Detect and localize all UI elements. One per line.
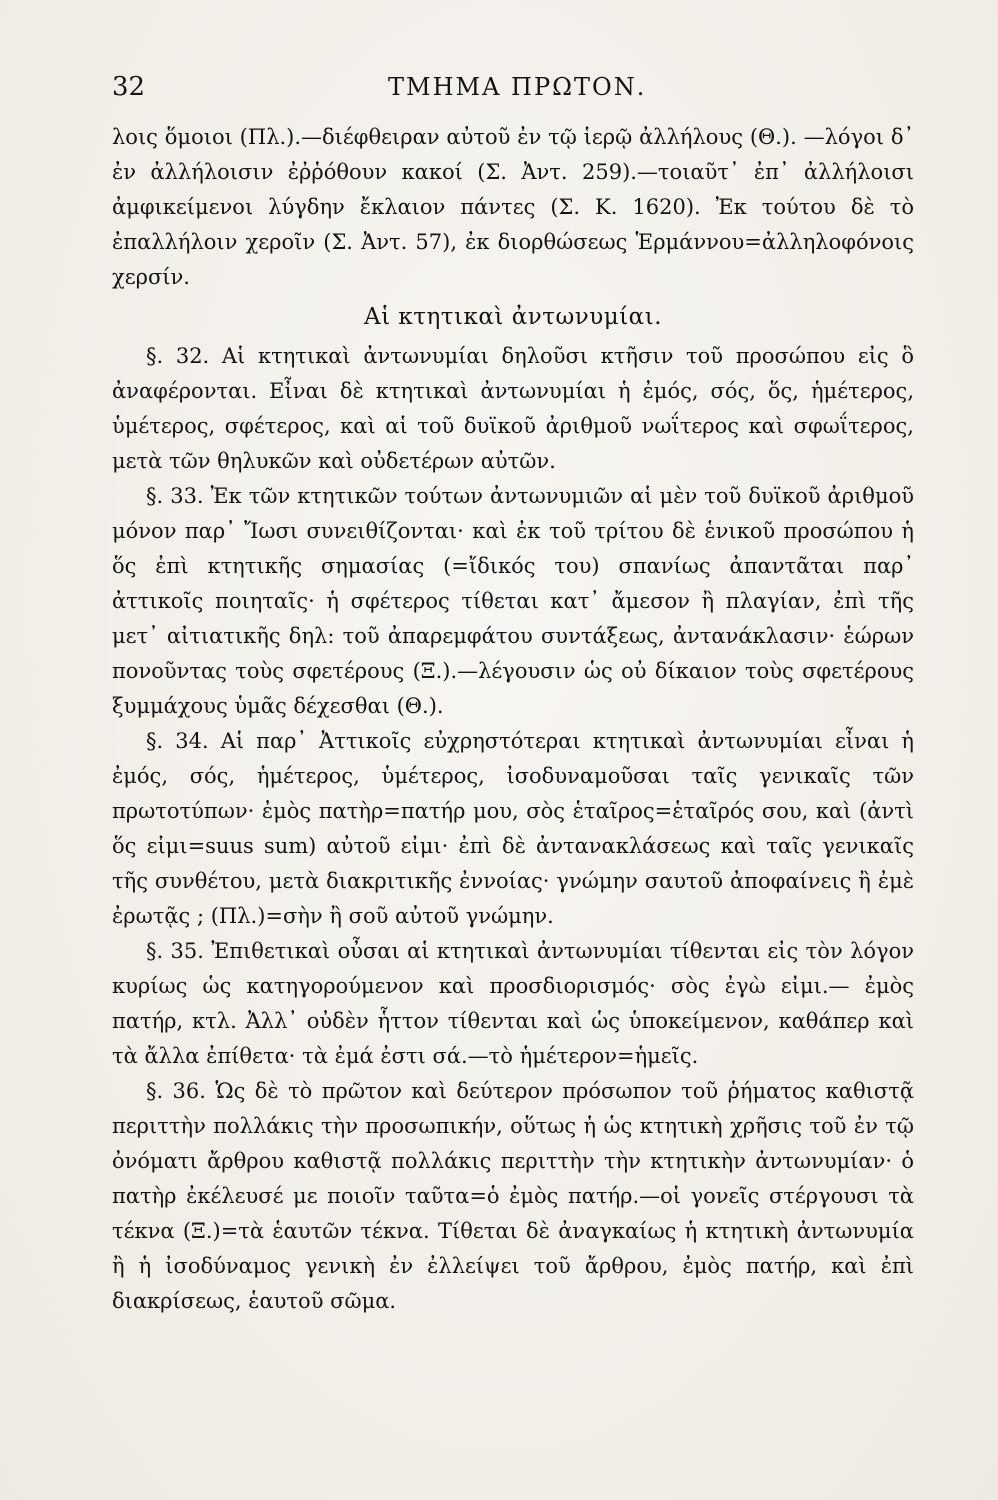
paragraph-32: §. 32. Αἱ κτητικαὶ ἀντωνυμίαι δηλοῦσι κτῆσιν τοῦ προσώπου εἰς ὃ ἀναφέρονται. Εἶναι δὲ κτητικαὶ ἀντωνυμίαι ἡ ἐμός, σός, ὅς, ἡμέτερος, ὑμέτερος, σφέτερος, καὶ αἱ τοῦ δυϊκοῦ ἀριθμοῦ νωΐτερος καὶ σφωΐτερος, μετὰ τῶν θηλυκῶν καὶ οὐδετέρων αὐτῶν. bbox=[112, 344, 914, 473]
page-number: 32 bbox=[112, 72, 146, 102]
paragraph-35: §. 35. Ἐπιθετικαὶ οὖσαι αἱ κτητικαὶ ἀντωνυμίαι τίθενται εἰς τὸν λόγον κυρίως ὡς κατηγορούμενον καὶ προσδιορισμός· σὸς ἐγὼ εἰμι.— ἐμὸς πατήρ, κτλ. Ἀλλ᾽ οὐδὲν ἧττον τίθενται καὶ ὡς ὑποκείμενον, καθάπερ καὶ τὰ ἄλλα ἐπίθετα· τὰ ἐμά ἐστι σά.—τὸ ἡμέτερον=ἡμεῖς. bbox=[112, 939, 914, 1068]
body-text bbox=[112, 120, 914, 1319]
section-heading: Αἱ κτητικαὶ ἀντωνυμίαι. bbox=[363, 304, 663, 330]
page-header bbox=[112, 72, 914, 112]
paragraph-33: §. 33. Ἐκ τῶν κτητικῶν τούτων ἀντωνυμιῶν αἱ μὲν τοῦ δυϊκοῦ ἀριθμοῦ μόνον παρ᾽ Ἴωσι συνειθίζονται· καὶ ἐκ τοῦ τρίτου δὲ ἑνικοῦ προσώπου ἡ ὅς ἐπὶ κτητικῆς σημασίας (=ἴδικός του) σπανίως ἀπαντᾶται παρ᾽ ἀττικοῖς ποιηταῖς· ἡ σφέτερος τίθεται κατ᾽ ἄμεσον ἢ πλαγίαν, ἐπὶ τῆς μετ᾽ αἰτιατικῆς δηλ: τοῦ ἀπαρεμφάτου συντάξεως, ἀντανάκλασιν· ἑώρων πονοῦντας τοὺς σφετέρους (Ξ.).—λέγουσιν ὡς οὐ δίκαιον τοὺς σφετέρους ξυμμάχους ὑμᾶς δέχεσθαι (Θ.). bbox=[112, 484, 914, 718]
paragraph-34: §. 34. Αἱ παρ᾽ Ἀττικοῖς εὐχρηστότεραι κτητικαὶ ἀντωνυμίαι εἶναι ἡ ἐμός, σός, ἡμέτερος, ὑμέτερος, ἰσοδυναμοῦσαι ταῖς γενικαῖς τῶν πρωτοτύπων· ἐμὸς πατὴρ=πατήρ μου, σὸς ἑταῖρος=ἑταῖρός σου, καὶ (ἀντὶ ὅς εἰμι=suus sum) αὐτοῦ εἰμι· ἐπὶ δὲ ἀντανακλάσεως καὶ ταῖς γενικαῖς τῆς συνθέτου, μετὰ διακριτικῆς ἐννοίας· γνώμην σαυτοῦ ἀποφαίνεις ἢ ἐμὲ ἐρωτᾷς ; (Πλ.)=σὴν ἢ σοῦ αὐτοῦ γνώμην. bbox=[112, 729, 914, 928]
intro-paragraph: λοις ὅμοιοι (Πλ.).—διέφθειραν αὐτοῦ ἐν τῷ ἱερῷ ἀλλήλους (Θ.). —λόγοι δ᾽ ἐν ἀλλήλοισιν ἐῤῥόθουν κακοί (Σ. Ἀντ. 259).—τοιαῦτ᾽ ἐπ᾽ ἀλλήλοισι ἀμφικείμενοι λύγδην ἔκλαιον πάντες (Σ. Κ. 1620). Ἐκ τούτου δὲ τὸ ἐπαλλήλοιν χεροῖν (Σ. Ἀντ. 57), ἐκ διορθώσεως Ἑρμάννου=ἀλληλοφόνοις χερσίν. bbox=[112, 125, 914, 289]
paragraph-36: §. 36. Ὡς δὲ τὸ πρῶτον καὶ δεύτερον πρόσωπον τοῦ ῥήματος καθιστᾷ περιττὴν πολλάκις τὴν προσωπικήν, οὕτως ἡ ὡς κτητικὴ χρῆσις τοῦ ἐν τῷ ὀνόματι ἄρθρου καθιστᾷ πολλάκις περιττὴν τὴν κτητικὴν ἀντωνυμίαν· ὁ πατὴρ ἐκέλευσέ με ποιοῖν ταῦτα=ὁ ἐμὸς πατήρ.—οἱ γονεῖς στέργουσι τὰ τέκνα (Ξ.)=τὰ ἑαυτῶν τέκνα. Τίθεται δὲ ἀναγκαίως ἡ κτητικὴ ἀντωνυμία ἢ ἡ ἰσοδύναμος γενικὴ ἐν ἐλλείψει τοῦ ἄρθρου, ἐμὸς πατήρ, καὶ ἐπὶ διακρίσεως, ἑαυτοῦ σῶμα. bbox=[112, 1079, 914, 1313]
running-title: ΤΜΗΜΑ ΠΡΩΤΟΝ. bbox=[388, 73, 647, 101]
